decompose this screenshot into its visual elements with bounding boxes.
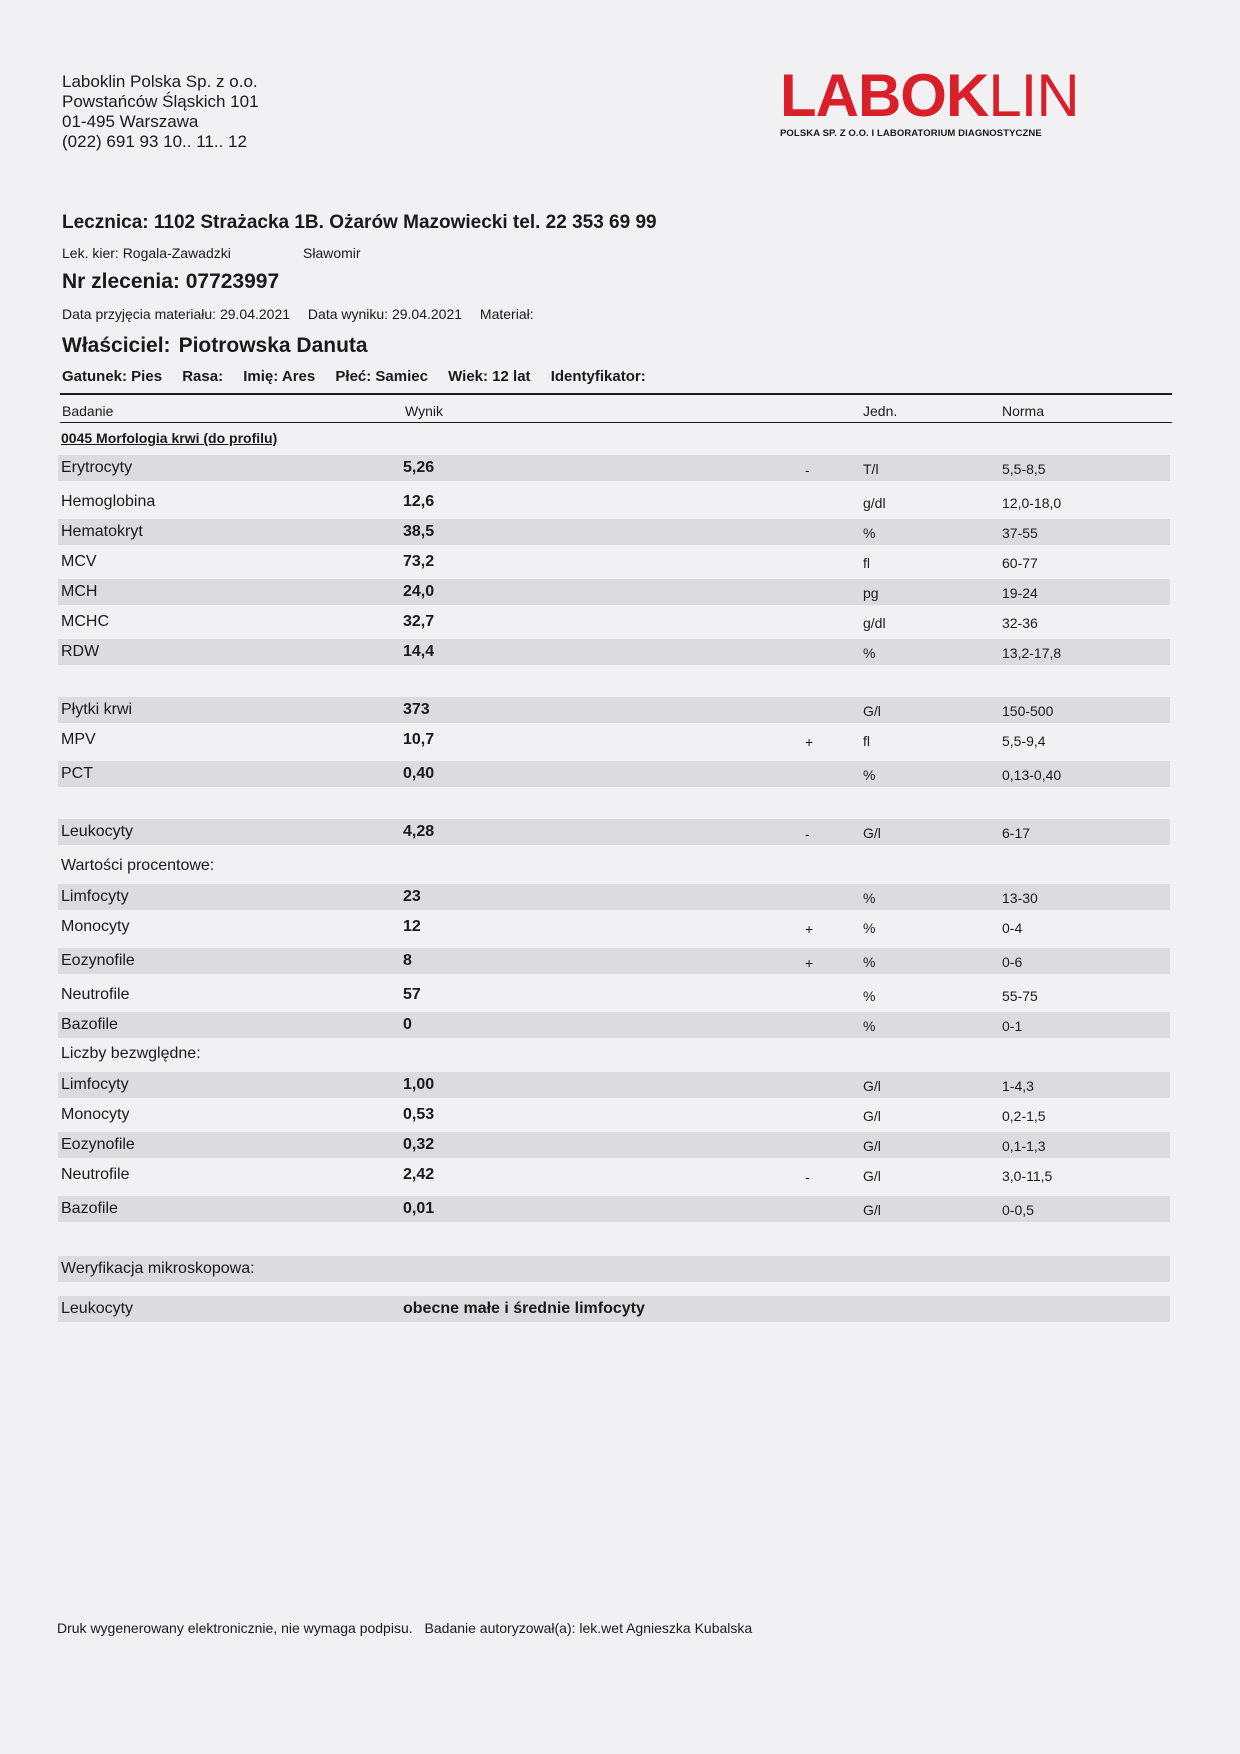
patient-line [62, 368, 662, 385]
test-name: Hematokryt [61, 523, 143, 540]
test-norm: 6-17 [1002, 825, 1031, 841]
test-norm: 13-30 [1002, 890, 1038, 906]
test-flag: + [805, 734, 814, 750]
table-row [58, 489, 1170, 515]
test-unit: % [863, 890, 876, 906]
lab-address-line: (022) 691 93 10.. 11.. 12 [62, 132, 247, 151]
test-name: Limfocyty [61, 888, 129, 905]
test-value: 12,6 [403, 493, 435, 510]
test-unit: % [863, 1018, 876, 1034]
table-row [58, 519, 1170, 545]
test-norm: 37-55 [1002, 525, 1038, 541]
test-value: 8 [403, 952, 412, 969]
pet-name: Imię: Ares [243, 368, 316, 385]
table-row [58, 697, 1170, 723]
test-norm: 0,1-1,3 [1002, 1138, 1046, 1154]
test-norm: 150-500 [1002, 703, 1054, 719]
test-flag: + [805, 921, 814, 937]
test-value: 2,42 [403, 1166, 435, 1183]
doctor-first-name: Sławomir [303, 245, 361, 261]
test-norm: 12,0-18,0 [1002, 495, 1062, 511]
footer-note: Druk wygenerowany elektronicznie, nie wymaga podpisu. [57, 1620, 413, 1636]
test-value: 14,4 [403, 643, 435, 660]
test-unit: G/l [863, 825, 881, 841]
owner-line [62, 334, 368, 358]
table-row [58, 884, 1170, 910]
test-name: MCV [61, 553, 97, 570]
test-unit: G/l [863, 1078, 881, 1094]
test-value: 0,01 [403, 1200, 435, 1217]
test-norm: 55-75 [1002, 988, 1038, 1004]
test-norm: 60-77 [1002, 555, 1038, 571]
test-name: MCH [61, 583, 98, 600]
test-name: MCHC [61, 613, 109, 630]
identifier: Identyfikator: [550, 368, 646, 385]
test-norm: 0-0,5 [1002, 1202, 1034, 1218]
header-norm: Norma [1002, 403, 1045, 419]
table-row [58, 1196, 1170, 1222]
test-name: RDW [61, 643, 100, 660]
laboklin-logo [780, 62, 1100, 139]
doctor-name: Lek. kier: Rogala-Zawadzki [62, 245, 231, 261]
logo-bold-part: LABOK [780, 62, 989, 129]
header-test: Badanie [62, 403, 114, 419]
test-unit: % [863, 525, 876, 541]
test-norm: 0-4 [1002, 920, 1023, 936]
test-unit: % [863, 767, 876, 783]
test-value: 23 [403, 888, 421, 905]
table-header-rule [60, 422, 1172, 423]
table-row [58, 1072, 1170, 1098]
table-row [58, 982, 1170, 1008]
test-name: Monocyty [61, 918, 130, 935]
verification-row [58, 1296, 1170, 1322]
test-unit: G/l [863, 1168, 881, 1184]
test-norm: 0-6 [1002, 954, 1023, 970]
test-norm: 5,5-8,5 [1002, 461, 1046, 477]
test-unit: G/l [863, 1202, 881, 1218]
verification-header-row [58, 1256, 1170, 1282]
lab-address-line: Laboklin Polska Sp. z o.o. [62, 72, 258, 91]
table-row [58, 549, 1170, 575]
age: Wiek: 12 lat [448, 368, 531, 385]
test-unit: T/l [863, 461, 879, 477]
test-name: Eozynofile [61, 1136, 135, 1153]
test-value: 38,5 [403, 523, 435, 540]
test-name: MPV [61, 731, 96, 748]
test-value: 24,0 [403, 583, 435, 600]
table-row [58, 761, 1170, 787]
test-name: Hemoglobina [61, 493, 156, 510]
test-unit: fl [863, 555, 870, 571]
table-row [58, 1012, 1170, 1038]
logo-tagline: POLSKA SP. Z O.O. I LABORATORIUM DIAGNOSTYCZNE [780, 128, 1042, 139]
table-top-rule [60, 393, 1172, 395]
table-row [58, 727, 1170, 753]
order-number: Nr zlecenia: 07723997 [62, 270, 280, 293]
test-value: 32,7 [403, 613, 435, 630]
test-norm: 0,2-1,5 [1002, 1108, 1046, 1124]
table-row [58, 948, 1170, 974]
test-unit: g/dl [863, 495, 886, 511]
profile-title: 0045 Morfologia krwi (do profilu) [61, 430, 278, 446]
table-row [58, 639, 1170, 665]
test-flag: - [805, 1169, 810, 1185]
test-flag: - [805, 826, 810, 842]
test-value: 373 [403, 701, 430, 718]
table-row [58, 609, 1170, 635]
test-value: 12 [403, 918, 421, 935]
test-unit: % [863, 645, 876, 661]
test-norm: 0-1 [1002, 1018, 1023, 1034]
test-flag: - [805, 462, 810, 478]
test-value: 0,32 [403, 1136, 435, 1153]
test-value: 0,40 [403, 765, 435, 782]
table-row [58, 455, 1170, 481]
test-name: Monocyty [61, 1106, 130, 1123]
verification-label: Weryfikacja mikroskopowa: [61, 1260, 255, 1277]
table-row [58, 819, 1170, 845]
species: Gatunek: Pies [62, 368, 163, 385]
test-name: Limfocyty [61, 1076, 129, 1093]
logo-thin-part: LIN [988, 62, 1079, 129]
test-value: 5,26 [403, 459, 435, 476]
test-value: 57 [403, 986, 421, 1003]
table-row [58, 1162, 1170, 1188]
test-value: 4,28 [403, 823, 435, 840]
table-row [58, 579, 1170, 605]
material-label: Materiał: [479, 306, 534, 322]
test-unit: % [863, 920, 876, 936]
sex: Płeć: Samiec [335, 368, 428, 385]
test-unit: pg [863, 585, 879, 601]
dates-line [62, 306, 548, 322]
test-value: 0,53 [403, 1106, 435, 1123]
test-norm: 1-4,3 [1002, 1078, 1034, 1094]
test-unit: G/l [863, 1108, 881, 1124]
test-unit: g/dl [863, 615, 886, 631]
date-result: Data wyniku: 29.04.2021 [307, 306, 463, 322]
lab-address-line: 01-495 Warszawa [62, 112, 199, 131]
lab-address-line: Powstańców Śląskich 101 [62, 92, 259, 111]
doctor-line [62, 245, 361, 261]
test-norm: 3,0-11,5 [1002, 1168, 1053, 1184]
logo-wordmark [780, 62, 1100, 129]
table-row [58, 1132, 1170, 1158]
test-norm: 13,2-17,8 [1002, 645, 1062, 661]
table-row [58, 1102, 1170, 1128]
test-name: Bazofile [61, 1200, 118, 1217]
test-name: Eozynofile [61, 952, 135, 969]
verification-test-name: Leukocyty [61, 1300, 134, 1317]
test-name: Płytki krwi [61, 701, 133, 718]
test-unit: % [863, 988, 876, 1004]
test-value: 73,2 [403, 553, 435, 570]
lab-address [62, 72, 259, 152]
test-flag: + [805, 955, 814, 971]
test-norm: 32-36 [1002, 615, 1038, 631]
test-name: Neutrofile [61, 986, 130, 1003]
report-footer [57, 1620, 760, 1636]
header-unit: Jedn. [863, 403, 898, 419]
percent-values-label: Wartości procentowe: [61, 857, 215, 874]
test-unit: G/l [863, 703, 881, 719]
test-name: PCT [61, 765, 93, 782]
test-name: Erytrocyty [61, 459, 133, 476]
test-value: 0 [403, 1016, 412, 1033]
test-unit: G/l [863, 1138, 881, 1154]
test-name: Bazofile [61, 1016, 118, 1033]
test-value: 10,7 [403, 731, 435, 748]
test-unit: fl [863, 733, 870, 749]
test-unit: % [863, 954, 876, 970]
header-result: Wynik [405, 403, 443, 419]
breed: Rasa: [182, 368, 224, 385]
verification-result: obecne małe i średnie limfocyty [403, 1300, 645, 1317]
test-norm: 19-24 [1002, 585, 1038, 601]
test-norm: 0,13-0,40 [1002, 767, 1062, 783]
clinic-line: Lecznica: 1102 Strażacka 1B. Ożarów Mazowiecki tel. 22 353 69 99 [62, 212, 657, 233]
table-row [58, 914, 1170, 940]
date-received: Data przyjęcia materiału: 29.04.2021 [62, 306, 291, 322]
test-norm: 5,5-9,4 [1002, 733, 1046, 749]
test-name: Neutrofile [61, 1166, 130, 1183]
owner-label: Właściciel: [62, 334, 171, 357]
footer-authorized: Badanie autoryzował(a): lek.wet Agnieszka Kubalska [424, 1620, 753, 1636]
owner-name: Piotrowska Danuta [178, 334, 368, 357]
test-value: 1,00 [403, 1076, 435, 1093]
test-name: Leukocyty [61, 823, 134, 840]
absolute-values-label: Liczby bezwględne: [61, 1045, 201, 1062]
